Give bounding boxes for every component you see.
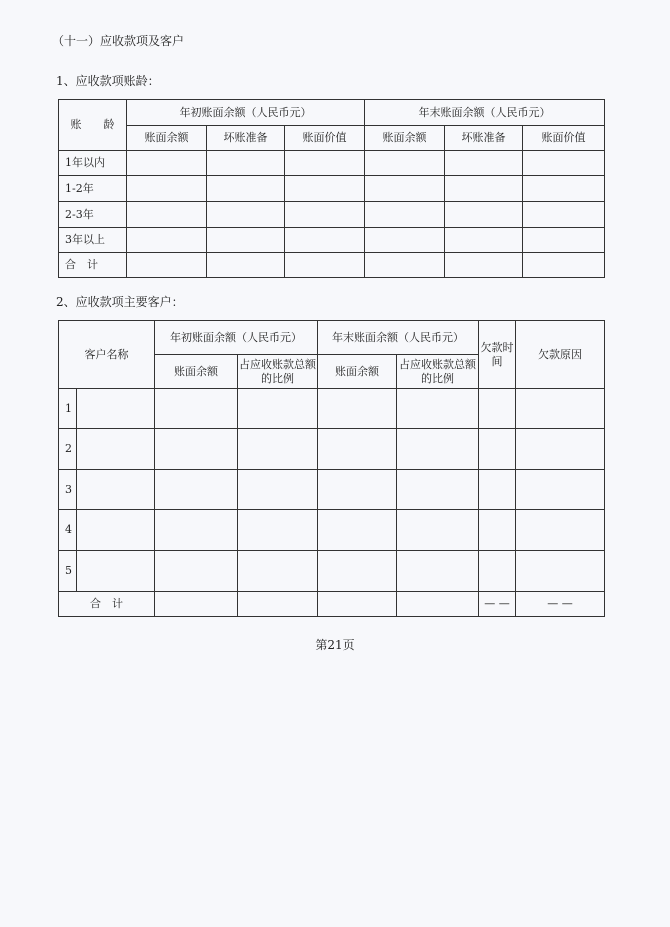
table-cell: [155, 592, 238, 617]
table-cell: [365, 176, 445, 202]
row-label: 1年以内: [59, 151, 127, 176]
table-cell: [77, 389, 155, 429]
aging-heading: 1、应收款项账龄：: [56, 74, 160, 88]
table-cell: [523, 228, 605, 253]
table-cell: [397, 592, 479, 617]
table-cell: [207, 228, 285, 253]
table-cell: [127, 228, 207, 253]
table-cell: [127, 176, 207, 202]
row-label: 2-3年: [59, 202, 127, 228]
table-row: [59, 253, 605, 278]
table-cell: [365, 228, 445, 253]
table-cell: [445, 151, 523, 176]
table-cell: [318, 592, 397, 617]
table-cell: [285, 253, 365, 278]
table-cell: [155, 389, 238, 429]
table-cell: [155, 470, 238, 510]
section-title: （十一）应收款项及客户: [52, 34, 185, 48]
table-row: [59, 510, 605, 551]
table-cell: [479, 389, 516, 429]
end-balance-group-header: 年末账面余额（人民币元）: [365, 100, 605, 126]
table-cell: [397, 551, 479, 592]
table-cell: [155, 429, 238, 470]
table-cell: [318, 510, 397, 551]
table-cell: [207, 253, 285, 278]
table-cell: [207, 176, 285, 202]
table-cell: [285, 176, 365, 202]
row-index: 1: [59, 389, 77, 429]
aging-column-header: 账 龄: [59, 100, 127, 151]
table-cell: [318, 389, 397, 429]
end-book-balance-header: 账面余额: [365, 126, 445, 151]
table-cell: [365, 253, 445, 278]
table-cell: [238, 429, 318, 470]
table-cell: [127, 202, 207, 228]
total-row-label: 合 计: [59, 592, 155, 617]
table-cell: [397, 470, 479, 510]
table-cell: [155, 551, 238, 592]
table-cell: [155, 510, 238, 551]
table-cell: [127, 253, 207, 278]
table-cell: [207, 151, 285, 176]
begin-ratio-header: 占应收账款总额的比例: [238, 355, 318, 389]
table-cell: [207, 202, 285, 228]
end-bad-debt-header: 坏账准备: [445, 126, 523, 151]
table-row: [59, 176, 605, 202]
table-cell: [238, 592, 318, 617]
total-row-label: 合 计: [59, 253, 127, 278]
table-cell: [77, 551, 155, 592]
begin-book-balance-header: 账面余额: [127, 126, 207, 151]
table-cell: [238, 389, 318, 429]
begin-balance-group-header: 年初账面余额（人民币元）: [127, 100, 365, 126]
table-cell: [516, 510, 605, 551]
table-cell: [318, 429, 397, 470]
table-cell: [238, 470, 318, 510]
table-cell: [445, 253, 523, 278]
table-cell: [285, 228, 365, 253]
table-cell: [445, 228, 523, 253]
page-number: 第21页: [315, 638, 355, 652]
end-ratio-header: 占应收账款总额的比例: [397, 355, 479, 389]
table-cell: [479, 551, 516, 592]
table-cell: [77, 470, 155, 510]
aging-table: [58, 99, 605, 278]
table-cell: [523, 176, 605, 202]
table-cell: [127, 151, 207, 176]
end-balance-group-header: 年末账面余额（人民币元）: [318, 321, 479, 355]
table-cell: [523, 253, 605, 278]
table-cell: [318, 551, 397, 592]
table-row: [59, 228, 605, 253]
table-row: [59, 470, 605, 510]
begin-bad-debt-header: 坏账准备: [207, 126, 285, 151]
row-index: 4: [59, 510, 77, 551]
table-cell: [285, 151, 365, 176]
overdue-reason-header: 欠款原因: [516, 321, 605, 389]
table-row: [59, 151, 605, 176]
table-row: [59, 202, 605, 228]
row-index: 3: [59, 470, 77, 510]
table-cell: [523, 151, 605, 176]
table-row: [59, 429, 605, 470]
table-cell: [479, 470, 516, 510]
table-cell: [77, 429, 155, 470]
table-cell: [445, 202, 523, 228]
row-label: 3年以上: [59, 228, 127, 253]
table-cell: [479, 429, 516, 470]
table-cell: [318, 470, 397, 510]
table-cell: [238, 510, 318, 551]
table-cell: [516, 470, 605, 510]
row-label: 1-2年: [59, 176, 127, 202]
customer-name-header: 客户名称: [59, 321, 155, 389]
table-cell: [397, 429, 479, 470]
end-book-value-header: 账面价值: [523, 126, 605, 151]
customers-heading: 2、应收款项主要客户：: [56, 295, 184, 309]
table-cell: [238, 551, 318, 592]
table-cell: [445, 176, 523, 202]
table-cell: [285, 202, 365, 228]
begin-balance-group-header: 年初账面余额（人民币元）: [155, 321, 318, 355]
table-row: [59, 592, 605, 617]
row-index: 5: [59, 551, 77, 592]
table-cell: [516, 429, 605, 470]
table-cell: [365, 151, 445, 176]
overdue-reason-dash: — —: [516, 592, 605, 617]
begin-book-value-header: 账面价值: [285, 126, 365, 151]
row-index: 2: [59, 429, 77, 470]
table-cell: [523, 202, 605, 228]
table-cell: [479, 510, 516, 551]
overdue-time-header: 欠款时间: [479, 321, 516, 389]
begin-book-balance-header: 账面余额: [155, 355, 238, 389]
table-row: [59, 389, 605, 429]
table-cell: [516, 551, 605, 592]
table-cell: [397, 510, 479, 551]
table-cell: [516, 389, 605, 429]
table-cell: [365, 202, 445, 228]
customers-table: [58, 320, 605, 617]
table-row: [59, 551, 605, 592]
end-book-balance-header: 账面余额: [318, 355, 397, 389]
overdue-time-dash: — —: [479, 592, 516, 617]
table-cell: [77, 510, 155, 551]
table-cell: [397, 389, 479, 429]
